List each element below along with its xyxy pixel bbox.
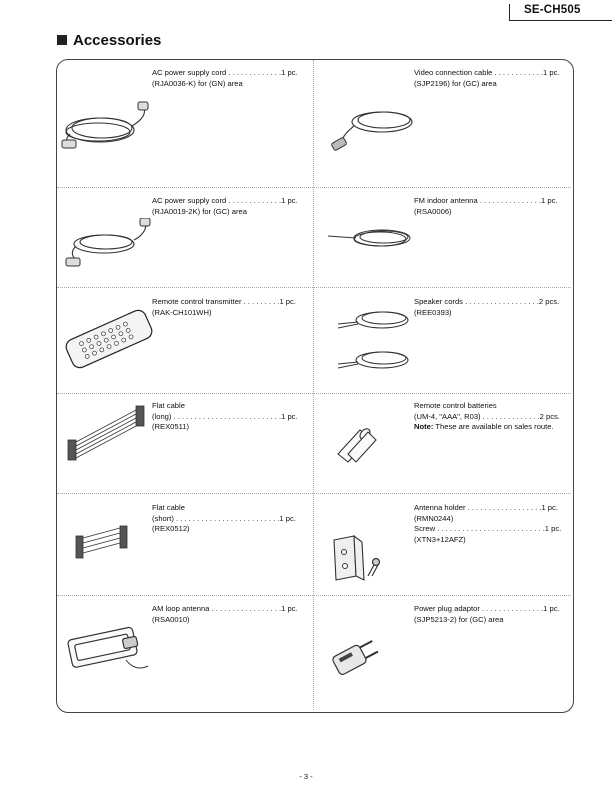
item-line: Flat cable xyxy=(152,401,185,410)
item-line: Remote control batteries xyxy=(414,401,497,410)
item-line: (XTN3+12AFZ) xyxy=(414,534,466,544)
batteries-illustration xyxy=(330,422,382,468)
item-power-plug-adaptor xyxy=(414,604,560,625)
item-line: AM loop antenna . . . . . . . . . . . . . . . . .1 pc. xyxy=(152,604,298,613)
speaker-cords-illustration xyxy=(334,300,416,382)
item-batteries xyxy=(414,401,560,433)
item-line: (RJA0019-2K) for (GC) area xyxy=(152,206,247,216)
item-am-loop-antenna xyxy=(152,604,298,625)
model-number-box xyxy=(509,4,612,21)
item-ac-cord-gn xyxy=(152,68,298,89)
ac-cord-gn-illustration xyxy=(60,100,152,160)
row-divider-4 xyxy=(57,493,571,494)
item-line: Flat cable xyxy=(152,503,185,512)
item-line: (RMN0244) xyxy=(414,513,454,523)
row-divider-2 xyxy=(57,287,571,288)
flat-cable-short-illustration xyxy=(74,520,130,564)
antenna-holder-illustration xyxy=(328,532,386,584)
ac-cord-gc-illustration xyxy=(62,218,152,268)
page-title: Accessories xyxy=(73,31,162,49)
remote-control-illustration xyxy=(62,302,156,376)
item-note xyxy=(414,422,560,433)
item-line: Video connection cable . . . . . . . . . . . .1 pc. xyxy=(414,68,560,77)
heading-square-icon xyxy=(57,35,67,45)
video-cable-illustration xyxy=(330,102,418,154)
row-divider-3 xyxy=(57,393,571,394)
model-number: SE-CH505 xyxy=(524,4,581,16)
item-line: Power plug adaptor . . . . . . . . . . . . . . .1 pc. xyxy=(414,604,560,613)
am-loop-antenna-illustration xyxy=(66,620,152,678)
page-number: - 3 - xyxy=(299,772,313,781)
flat-cable-long-illustration xyxy=(66,402,148,464)
item-flat-cable-long xyxy=(152,401,298,433)
item-fm-antenna xyxy=(414,196,558,217)
item-line: (RAK-CH101WH) xyxy=(152,307,212,317)
item-line: (long) . . . . . . . . . . . . . . . . . . . . . . . . . .1 pc. xyxy=(152,411,298,421)
item-line: (RSA0006) xyxy=(414,206,452,216)
item-line: (UM-4, "AAA", R03) . . . . . . . . . . . . . .2 pcs. xyxy=(414,411,560,421)
item-line: Speaker cords . . . . . . . . . . . . . . . . . .2 pcs. xyxy=(414,297,560,306)
row-divider-1 xyxy=(57,187,571,188)
item-line: (short) . . . . . . . . . . . . . . . . . . . . . . . . .1 pc. xyxy=(152,513,296,523)
item-line: Remote control transmitter . . . . . . . . .1 pc. xyxy=(152,297,296,306)
row-divider-5 xyxy=(57,595,571,596)
item-speaker-cords xyxy=(414,297,559,318)
note-text: These are available on sales route. xyxy=(435,422,554,431)
column-divider xyxy=(313,60,314,710)
item-line: (RJA0036-K) for (GN) area xyxy=(152,78,243,88)
item-remote-control xyxy=(152,297,296,318)
section-heading xyxy=(57,30,161,50)
item-line: (REE0393) xyxy=(414,307,452,317)
item-line: (SJP2196) for (GC) area xyxy=(414,78,497,88)
item-flat-cable-short xyxy=(152,503,296,535)
item-line: Antenna holder . . . . . . . . . . . . . . . . . .1 pc. xyxy=(414,503,558,512)
item-ac-cord-gc xyxy=(152,196,298,217)
fm-antenna-illustration xyxy=(326,222,416,256)
note-label: Note: xyxy=(414,422,434,431)
item-line: Screw . . . . . . . . . . . . . . . . . . . . . . . . . .1 pc. xyxy=(414,524,562,533)
item-antenna-holder xyxy=(414,503,561,545)
power-plug-adaptor-illustration xyxy=(326,636,380,680)
item-line: (SJP5213-2) for (GC) area xyxy=(414,614,504,624)
item-line: FM indoor antenna . . . . . . . . . . . . . . .1 pc. xyxy=(414,196,558,205)
item-line: (RSA0010) xyxy=(152,614,190,624)
item-line: (REX0511) xyxy=(152,422,190,431)
item-line: (REX0512) xyxy=(152,524,190,533)
item-video-cable xyxy=(414,68,560,89)
item-line: AC power supply cord . . . . . . . . . . . . .1 pc. xyxy=(152,196,298,205)
item-line: AC power supply cord . . . . . . . . . . . . .1 pc. xyxy=(152,68,298,77)
